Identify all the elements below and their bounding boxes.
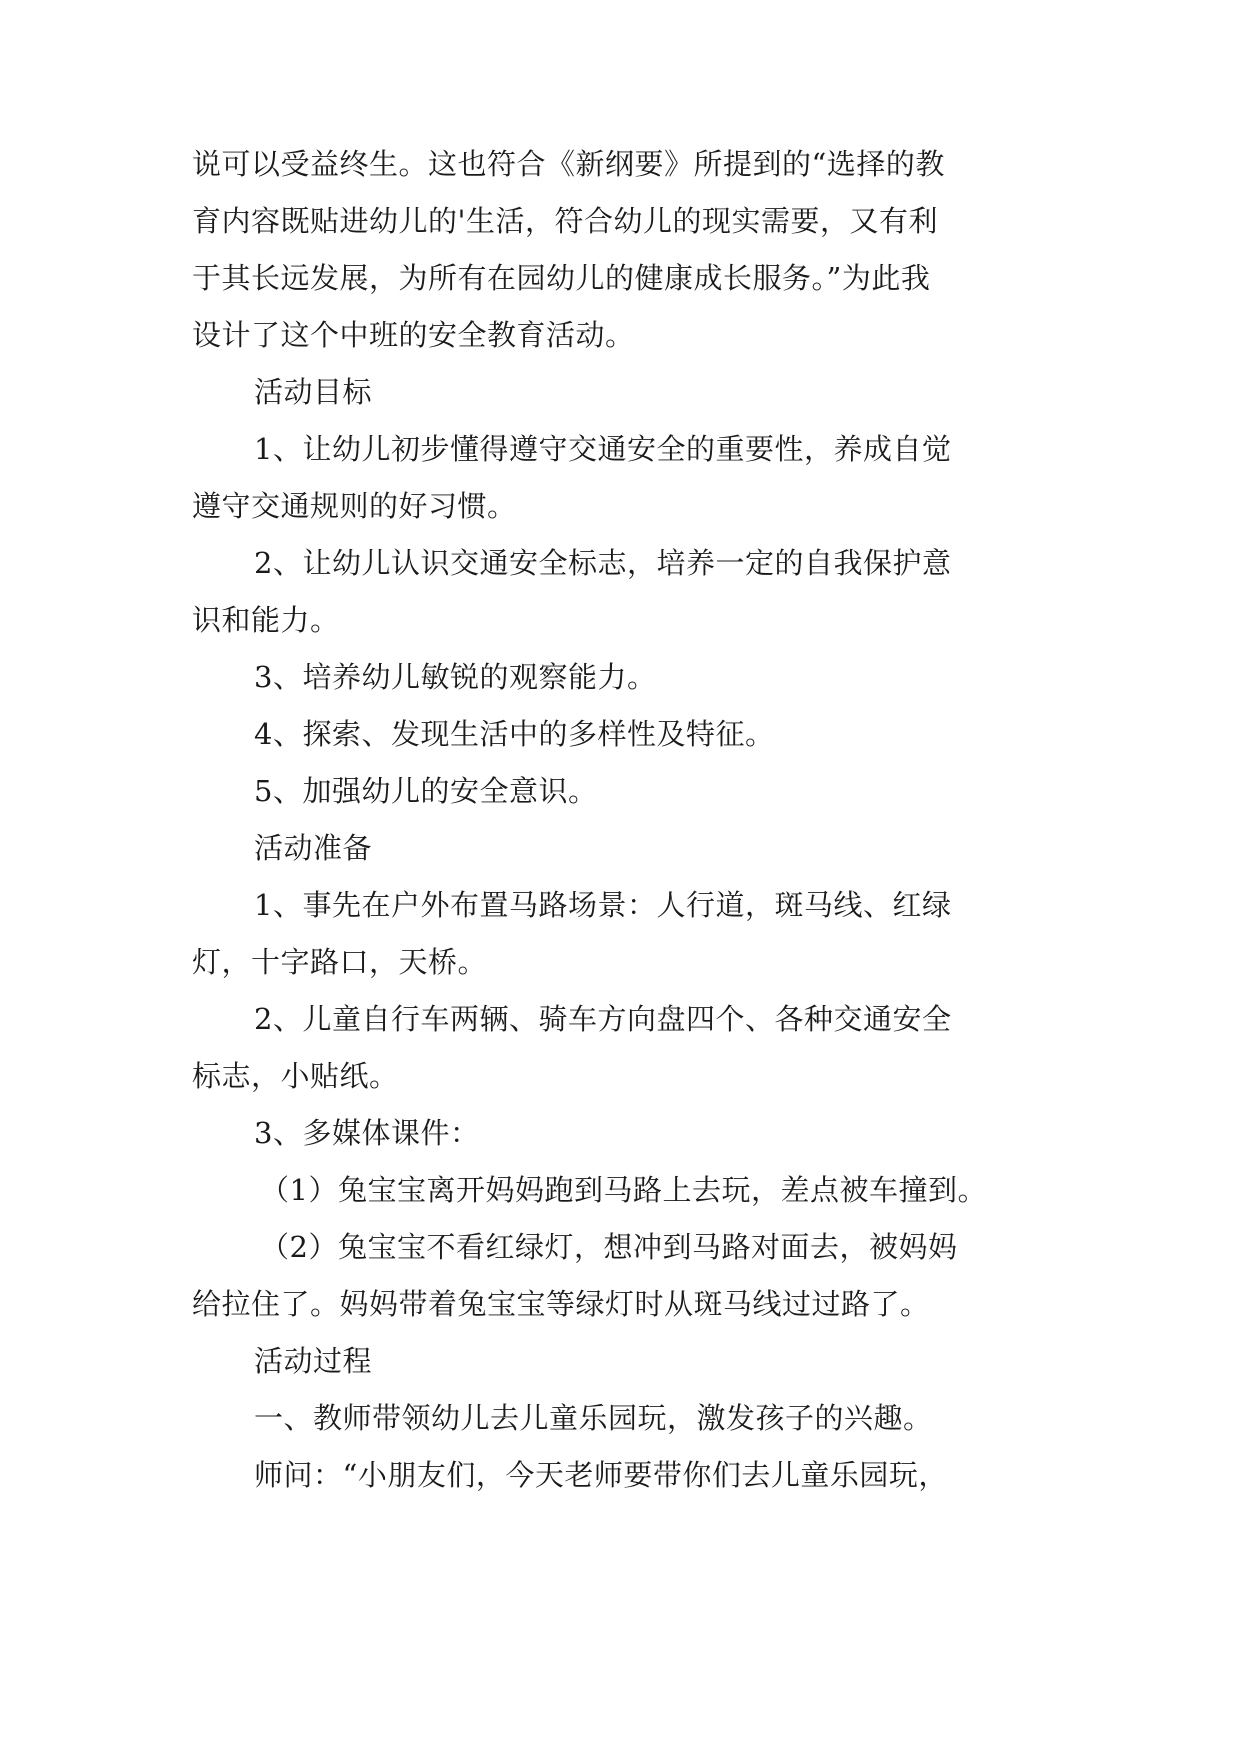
courseware-item-2: （2）兔宝宝不看红绿灯，想冲到马路对面去，被妈妈 [260,1230,958,1264]
preparation-item-2-continued: 标志，小贴纸。 [192,1059,399,1093]
body-text-line: 说可以受益终生。这也符合《新纲要》所提到的“选择的教 [192,147,945,181]
goal-item-3: 3、培养幼儿敏锐的观察能力。 [254,660,657,694]
goal-item-1: 1、让幼儿初步懂得遵守交通安全的重要性，养成自觉 [254,432,952,466]
body-text-line: 设计了这个中班的安全教育活动。 [192,318,635,352]
goal-item-2-continued: 识和能力。 [192,603,340,637]
preparation-item-1-continued: 灯，十字路口，天桥。 [192,945,488,979]
courseware-item-2-continued: 给拉住了。妈妈带着兔宝宝等绿灯时从斑马线过过路了。 [192,1287,930,1321]
section-heading-activity-process: 活动过程 [254,1344,373,1378]
goal-item-1-continued: 遵守交通规则的好习惯。 [192,489,517,523]
process-step-1: 一、教师带领幼儿去儿童乐园玩，激发孩子的兴趣。 [254,1401,933,1435]
body-text-line: 育内容既贴进幼儿的'生活，符合幼儿的现实需要，又有利 [192,204,938,238]
section-heading-activity-goals: 活动目标 [254,375,373,409]
goal-item-4: 4、探索、发现生活中的多样性及特征。 [254,717,775,751]
preparation-item-3: 3、多媒体课件： [254,1116,480,1150]
courseware-item-1: （1）兔宝宝离开妈妈跑到马路上去玩，差点被车撞到。 [260,1173,987,1207]
goal-item-5: 5、加强幼儿的安全意识。 [254,774,598,808]
goal-item-2: 2、让幼儿认识交通安全标志，培养一定的自我保护意 [254,546,952,580]
preparation-item-1: 1、事先在户外布置马路场景：人行道，斑马线、红绿 [254,888,952,922]
section-heading-activity-preparation: 活动准备 [254,831,373,865]
teacher-question: 师问：“小朋友们，今天老师要带你们去儿童乐园玩， [254,1458,948,1492]
body-text-line: 于其长远发展，为所有在园幼儿的健康成长服务。”为此我 [192,261,931,295]
preparation-item-2: 2、儿童自行车两辆、骑车方向盘四个、各种交通安全 [254,1002,952,1036]
